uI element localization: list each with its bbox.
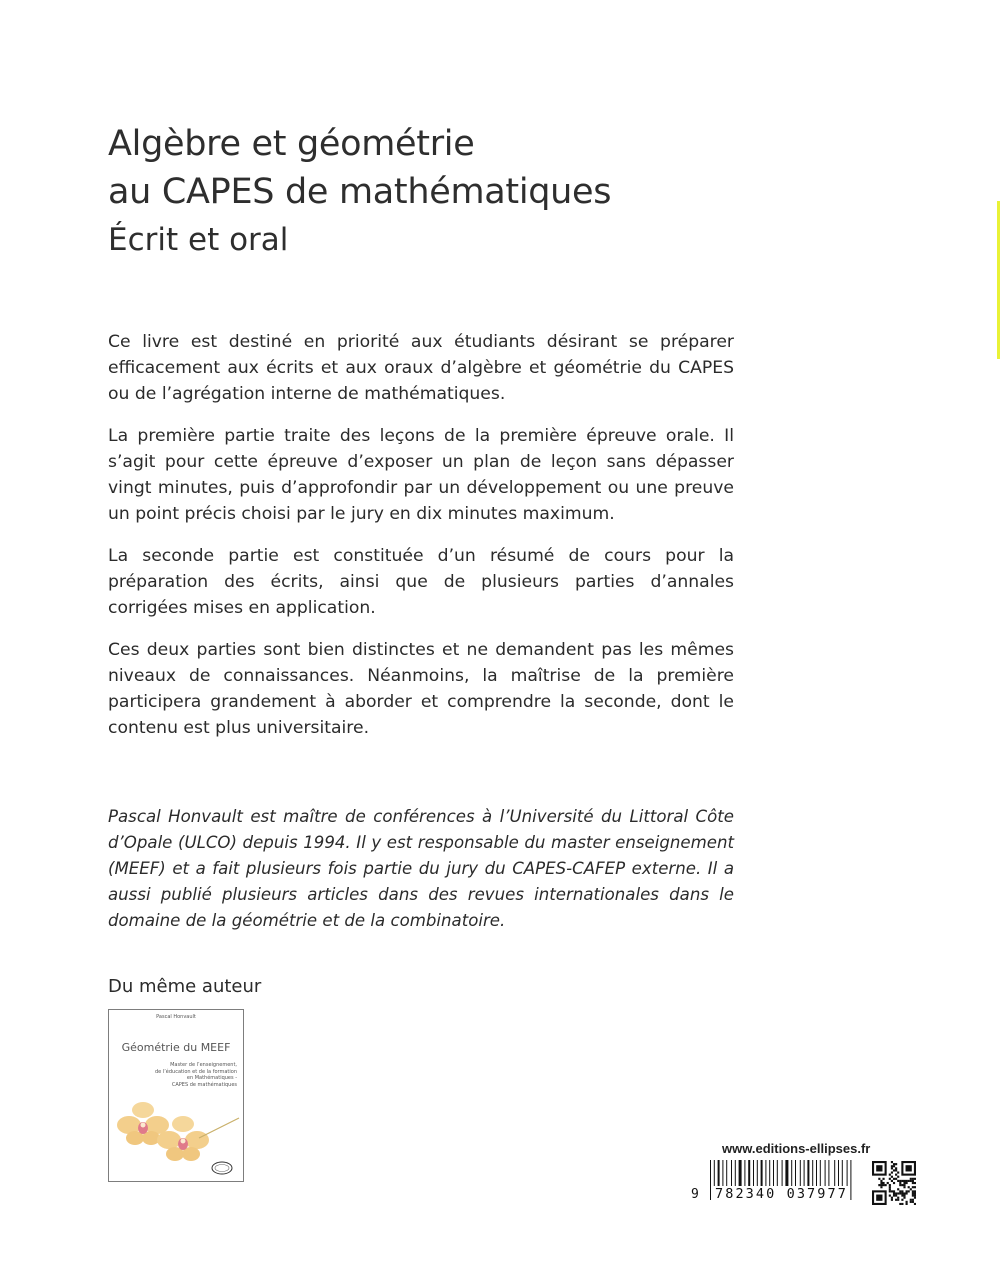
qr-module [901,1199,903,1201]
qr-module [895,1199,897,1201]
qr-module [895,1169,897,1171]
description-paragraph: Ce livre est destiné en priorité aux étudiants désirant se préparer efficacement aux écrits et aux oraux d’algèbre et géométrie du CAPES ou de l’agrégation interne de mathématiques. [108,332,734,404]
qr-module [889,1184,891,1186]
qr-module [897,1192,899,1194]
book-title-line-1: Algèbre et géométrie [108,124,475,164]
qr-module [899,1184,901,1186]
qr-module [903,1182,905,1184]
qr-module [903,1180,905,1182]
qr-module [903,1197,905,1199]
qr-module [891,1171,893,1173]
qr-module [912,1190,914,1192]
description-paragraph: Ces deux parties sont bien distinctes et ne demandent pas les mêmes niveaux de connaissances. Néanmoins, la maîtrise de la première participera grandement à aborder et comprendre la seconde, dont le contenu est plus universitaire. [108,640,734,738]
qr-finder [876,1195,882,1201]
qr-module [893,1182,895,1184]
qr-module [914,1192,916,1194]
book-title [108,120,748,216]
qr-module [910,1199,912,1201]
barcode-bar [710,1160,711,1200]
qr-module [893,1195,895,1197]
qr-module [889,1188,891,1190]
qr-module [901,1195,903,1197]
qr-module [895,1174,897,1176]
qr-module [895,1167,897,1169]
related-book-subtitle-line: en Mathématiques - [186,1075,237,1081]
qr-module [906,1203,908,1205]
qr-module [908,1186,910,1188]
qr-module [889,1186,891,1188]
qr-module [885,1184,887,1186]
qr-module [912,1186,914,1188]
qr-module [882,1178,884,1180]
related-book-title: Géométrie du MEEF [121,1041,231,1054]
qr-module [895,1192,897,1194]
qr-module [880,1182,882,1184]
qr-module [899,1182,901,1184]
qr-module [882,1182,884,1184]
qr-module [893,1163,895,1165]
book-subtitle: Écrit et oral [108,222,289,258]
qr-module [912,1199,914,1201]
qr-module [910,1201,912,1203]
title-block [108,120,748,260]
related-book-subtitle [123,1062,237,1088]
related-book-author: Pascal Honvault [156,1014,196,1020]
related-book-subtitle-line: de l’éducation et de la formation [154,1068,237,1075]
qr-module [891,1176,893,1178]
qr-module [910,1178,912,1180]
qr-module [908,1180,910,1182]
qr-module [897,1188,899,1190]
qr-module [893,1178,895,1180]
qr-module [889,1190,891,1192]
qr-module [889,1178,891,1180]
description-paragraph: La première partie traite des leçons de la première épreuve orale. Il s’agit pour cette épreuve d’exposer un plan de leçon sans dépasser vingt minutes, puis d’approfondir par un développement ou une preuve un point précis choisi par le jury en dix minutes maximum. [108,426,734,524]
qr-module [899,1203,901,1205]
qr-module [895,1195,897,1197]
qr-module [889,1195,891,1197]
qr-module [893,1192,895,1194]
qr-module [914,1195,916,1197]
qr-module [891,1190,893,1192]
qr-module [897,1180,899,1182]
qr-finder [876,1165,882,1171]
qr-module [887,1182,889,1184]
qr-module [882,1184,884,1186]
book-title-line-2: au CAPES de mathématiques [108,172,612,212]
qr-module [914,1182,916,1184]
qr-module [899,1180,901,1182]
qr-module [901,1190,903,1192]
qr-module [878,1184,880,1186]
related-book-subtitle-line: CAPES de mathématiques [171,1081,237,1088]
description-paragraph: La seconde partie est constituée d’un résumé de cours pour la préparation des écrits, ainsi que de plusieurs parties d’annales corrigées mises en application. [108,546,734,618]
qr-module [897,1199,899,1201]
qr-module [880,1184,882,1186]
qr-module [897,1171,899,1173]
qr-code [872,1161,916,1205]
qr-module [914,1178,916,1180]
qr-module [891,1165,893,1167]
qr-module [910,1188,912,1190]
qr-module [891,1180,893,1182]
same-author-heading: Du même auteur [108,976,262,997]
isbn-first-digit: 9 [691,1187,699,1202]
qr-finder [906,1165,912,1171]
qr-module [912,1178,914,1180]
qr-module [893,1165,895,1167]
isbn-barcode [691,1160,856,1206]
qr-module [880,1180,882,1182]
ellipses-logo [211,1161,233,1175]
qr-module [906,1190,908,1192]
qr-module [914,1203,916,1205]
qr-module [891,1199,893,1201]
qr-module [899,1190,901,1192]
qr-module [878,1178,880,1180]
qr-module [897,1176,899,1178]
qr-module [906,1182,908,1184]
qr-module [912,1182,914,1184]
qr-module [899,1192,901,1194]
qr-module [895,1178,897,1180]
qr-module [912,1180,914,1182]
qr-module [901,1203,903,1205]
barcode-bar [850,1160,851,1200]
author-bio: Pascal Honvault est maître de conférences à l’Université du Littoral Côte d’Opale (ULCO) depuis 1994. Il y est responsable du master enseignement (MEEF) et a fait plusieurs fois partie du jury du CAPES-CAFEP externe. Il a aussi publié plusieurs articles dans des revues internationales dans le domaine de la géométrie et de la combinatoire. [108,807,734,930]
related-book-subtitle-line: Master de l’enseignement, [170,1062,237,1068]
qr-module [906,1192,908,1194]
qr-module [903,1192,905,1194]
qr-module [903,1186,905,1188]
qr-module [912,1192,914,1194]
qr-module [901,1184,903,1186]
qr-module [891,1197,893,1199]
qr-module [893,1190,895,1192]
qr-module [891,1167,893,1169]
qr-module [912,1195,914,1197]
qr-module [906,1201,908,1203]
qr-module [901,1192,903,1194]
qr-module [889,1174,891,1176]
qr-module [912,1201,914,1203]
qr-module [895,1163,897,1165]
qr-module [914,1186,916,1188]
qr-module [891,1161,893,1163]
qr-module [880,1186,882,1188]
publisher-website: www.editions-ellipses.fr [722,1141,871,1156]
qr-module [908,1190,910,1192]
qr-module [906,1180,908,1182]
qr-module [910,1180,912,1182]
isbn-digits: 782340 037977 [715,1186,848,1202]
qr-module [914,1197,916,1199]
qr-module [897,1197,899,1199]
description [108,329,734,757]
qr-module [903,1195,905,1197]
qr-module [901,1180,903,1182]
qr-module [893,1169,895,1171]
qr-module [903,1184,905,1186]
qr-module [914,1190,916,1192]
related-book-cover [108,1009,244,1182]
